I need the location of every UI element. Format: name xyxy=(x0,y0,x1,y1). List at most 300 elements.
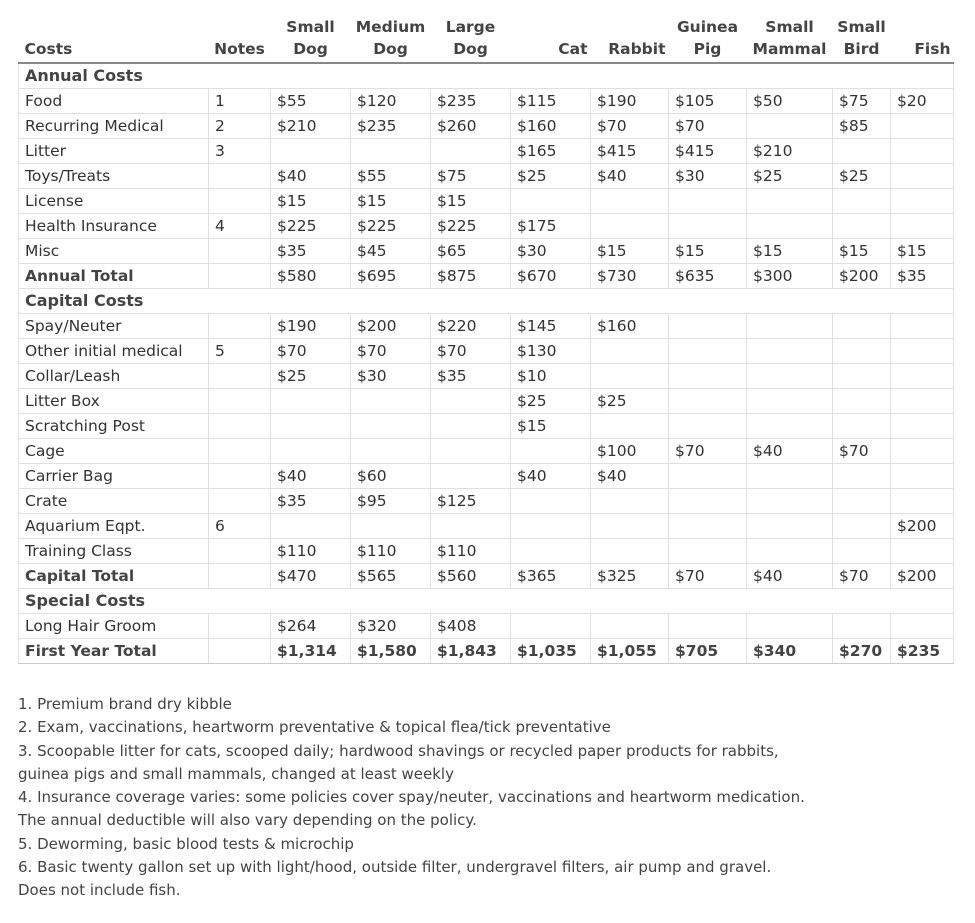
cost-cell: $225 xyxy=(431,214,511,239)
cost-cell: $35 xyxy=(271,489,351,514)
cost-cell xyxy=(271,414,351,439)
cost-cell xyxy=(833,364,891,389)
cost-cell: $40 xyxy=(747,439,833,464)
row-label: Crate xyxy=(19,489,209,514)
cost-cell xyxy=(591,489,669,514)
cost-cell xyxy=(669,314,747,339)
cost-cell xyxy=(669,464,747,489)
subtotal-row xyxy=(19,264,954,289)
note-ref-cell xyxy=(209,564,271,589)
cost-cell: $635 xyxy=(669,264,747,289)
cost-cell: $120 xyxy=(351,89,431,114)
row-label: Carrier Bag xyxy=(19,464,209,489)
section-header-row xyxy=(19,289,954,314)
column-header-line: Bird xyxy=(843,40,880,58)
cost-cell xyxy=(511,614,591,639)
cost-cell: $225 xyxy=(351,214,431,239)
cost-cell: $25 xyxy=(271,364,351,389)
footnote-text: 2. Exam, vaccinations, heartworm preventative & topical flea/tick preventative xyxy=(18,718,611,737)
table-row xyxy=(19,439,954,464)
cost-cell xyxy=(747,189,833,214)
cost-cell xyxy=(591,214,669,239)
cost-cell: $105 xyxy=(669,89,747,114)
cost-cell: $1,314 xyxy=(271,639,351,664)
row-label: Training Class xyxy=(19,539,209,564)
cost-cell: $70 xyxy=(833,564,891,589)
cost-cell xyxy=(271,139,351,164)
note-ref-cell: 2 xyxy=(209,114,271,139)
cost-cell: $220 xyxy=(431,314,511,339)
cost-cell xyxy=(747,464,833,489)
column-header-costs xyxy=(19,16,209,63)
cost-cell xyxy=(833,464,891,489)
row-label: First Year Total xyxy=(19,639,209,664)
cost-cell xyxy=(891,539,954,564)
cost-cell: $35 xyxy=(271,239,351,264)
column-header-line: Small xyxy=(286,18,335,36)
cost-cell: $70 xyxy=(431,339,511,364)
note-ref-cell xyxy=(209,389,271,414)
cost-cell xyxy=(591,414,669,439)
cost-cell xyxy=(669,614,747,639)
cost-cell: $200 xyxy=(891,564,954,589)
cost-cell xyxy=(747,614,833,639)
cost-cell xyxy=(891,464,954,489)
cost-cell xyxy=(891,414,954,439)
row-label: Misc xyxy=(19,239,209,264)
cost-cell: $15 xyxy=(891,239,954,264)
cost-cell: $560 xyxy=(431,564,511,589)
cost-cell xyxy=(833,389,891,414)
cost-cell xyxy=(271,439,351,464)
cost-cell xyxy=(591,539,669,564)
footnote-item xyxy=(18,833,953,856)
cost-cell: $30 xyxy=(669,164,747,189)
column-header-line: Dog xyxy=(293,40,328,58)
cost-cell: $40 xyxy=(511,464,591,489)
row-label: Spay/Neuter xyxy=(19,314,209,339)
cost-cell xyxy=(591,339,669,364)
footnote-text: 4. Insurance coverage varies: some policies cover spay/neuter, vaccinations and heartworm medication. xyxy=(18,788,805,807)
cost-cell xyxy=(431,139,511,164)
column-header-line: Dog xyxy=(453,40,488,58)
footnote-item xyxy=(18,693,953,716)
subtotal-row xyxy=(19,564,954,589)
note-ref-cell xyxy=(209,539,271,564)
cost-cell: $125 xyxy=(431,489,511,514)
column-header-small-bird xyxy=(833,16,891,63)
table-row xyxy=(19,539,954,564)
table-row xyxy=(19,389,954,414)
row-label: License xyxy=(19,189,209,214)
column-header-medium-dog xyxy=(351,16,431,63)
cost-cell: $408 xyxy=(431,614,511,639)
cost-cell: $580 xyxy=(271,264,351,289)
cost-cell xyxy=(891,189,954,214)
table-header xyxy=(19,16,954,63)
cost-cell xyxy=(833,139,891,164)
cost-cell: $20 xyxy=(891,89,954,114)
cost-cell: $35 xyxy=(891,264,954,289)
cost-cell xyxy=(833,339,891,364)
pet-costs-table xyxy=(18,16,954,664)
cost-cell xyxy=(669,414,747,439)
footnote-item xyxy=(18,740,953,787)
note-ref-cell xyxy=(209,364,271,389)
table-row xyxy=(19,89,954,114)
cost-cell: $70 xyxy=(591,114,669,139)
cost-cell: $70 xyxy=(669,114,747,139)
cost-cell: $25 xyxy=(747,164,833,189)
note-ref-cell xyxy=(209,164,271,189)
cost-cell xyxy=(511,489,591,514)
note-ref-cell xyxy=(209,414,271,439)
cost-cell: $70 xyxy=(669,564,747,589)
row-label: Other initial medical xyxy=(19,339,209,364)
cost-cell: $300 xyxy=(747,264,833,289)
cost-cell xyxy=(669,189,747,214)
cost-cell: $365 xyxy=(511,564,591,589)
note-ref-cell: 6 xyxy=(209,514,271,539)
cost-cell: $235 xyxy=(351,114,431,139)
cost-cell xyxy=(431,514,511,539)
footnote-item xyxy=(18,856,953,903)
cost-cell: $415 xyxy=(591,139,669,164)
footnote-text: 1. Premium brand dry kibble xyxy=(18,695,232,713)
cost-cell xyxy=(833,614,891,639)
table-row xyxy=(19,114,954,139)
cost-cell xyxy=(747,214,833,239)
cost-cell: $65 xyxy=(431,239,511,264)
cost-cell xyxy=(833,539,891,564)
cost-cell: $260 xyxy=(431,114,511,139)
cost-cell: $200 xyxy=(833,264,891,289)
cost-cell: $210 xyxy=(747,139,833,164)
note-ref-cell: 5 xyxy=(209,339,271,364)
section-header-row xyxy=(19,589,954,614)
cost-cell xyxy=(833,489,891,514)
cost-cell: $40 xyxy=(271,464,351,489)
cost-cell: $40 xyxy=(591,164,669,189)
cost-cell: $130 xyxy=(511,339,591,364)
cost-cell: $50 xyxy=(747,89,833,114)
cost-cell: $175 xyxy=(511,214,591,239)
row-label: Annual Total xyxy=(19,264,209,289)
cost-cell: $30 xyxy=(511,239,591,264)
row-label: Litter xyxy=(19,139,209,164)
note-ref-cell: 1 xyxy=(209,89,271,114)
note-ref-cell xyxy=(209,639,271,664)
cost-cell xyxy=(747,114,833,139)
note-ref-cell: 3 xyxy=(209,139,271,164)
cost-cell: $15 xyxy=(747,239,833,264)
cost-cell: $200 xyxy=(351,314,431,339)
cost-cell xyxy=(511,189,591,214)
cost-cell xyxy=(511,539,591,564)
table-row xyxy=(19,514,954,539)
cost-cell: $25 xyxy=(833,164,891,189)
cost-cell xyxy=(431,414,511,439)
note-ref-cell xyxy=(209,239,271,264)
cost-cell: $1,843 xyxy=(431,639,511,664)
section-title: Annual Costs xyxy=(19,63,954,89)
cost-cell: $35 xyxy=(431,364,511,389)
column-header-line: Rabbit xyxy=(608,40,666,58)
footnote-text: 3. Scoopable litter for cats, scooped daily; hardwood shavings or recycled paper products for rabbits, xyxy=(18,741,779,760)
cost-cell: $325 xyxy=(591,564,669,589)
column-header-line: Guinea xyxy=(676,18,739,36)
column-header-line: Costs xyxy=(24,40,73,58)
column-header-line: Mammal xyxy=(752,40,827,58)
row-label: Toys/Treats xyxy=(19,164,209,189)
cost-cell: $110 xyxy=(271,539,351,564)
row-label: Long Hair Groom xyxy=(19,614,209,639)
cost-cell: $85 xyxy=(833,114,891,139)
cost-cell: $235 xyxy=(431,89,511,114)
note-ref-cell xyxy=(209,264,271,289)
cost-cell xyxy=(351,389,431,414)
cost-cell xyxy=(591,514,669,539)
cost-cell: $1,580 xyxy=(351,639,431,664)
column-header-line: Dog xyxy=(373,40,408,58)
note-ref-cell xyxy=(209,189,271,214)
cost-cell: $160 xyxy=(591,314,669,339)
note-ref-cell: 4 xyxy=(209,214,271,239)
cost-cell xyxy=(747,364,833,389)
table-row xyxy=(19,414,954,439)
row-label: Cage xyxy=(19,439,209,464)
column-header-fish xyxy=(891,16,954,63)
cost-cell xyxy=(511,514,591,539)
cost-cell: $15 xyxy=(271,189,351,214)
row-label: Food xyxy=(19,89,209,114)
cost-cell: $15 xyxy=(833,239,891,264)
table-row xyxy=(19,164,954,189)
header-row xyxy=(19,16,954,63)
cost-cell xyxy=(431,389,511,414)
cost-cell: $1,035 xyxy=(511,639,591,664)
row-label: Recurring Medical xyxy=(19,114,209,139)
cost-cell: $40 xyxy=(271,164,351,189)
section-title: Special Costs xyxy=(19,589,954,614)
cost-cell: $415 xyxy=(669,139,747,164)
cost-cell xyxy=(891,214,954,239)
cost-cell: $565 xyxy=(351,564,431,589)
column-header-rabbit xyxy=(591,16,669,63)
cost-cell: $115 xyxy=(511,89,591,114)
footnote-text: 6. Basic twenty gallon set up with light/hood, outside filter, undergravel filters, air pump and gravel. xyxy=(18,858,772,877)
cost-cell xyxy=(891,164,954,189)
cost-cell xyxy=(669,339,747,364)
row-label: Litter Box xyxy=(19,389,209,414)
cost-cell xyxy=(891,489,954,514)
cost-cell xyxy=(669,514,747,539)
row-label: Capital Total xyxy=(19,564,209,589)
table-row xyxy=(19,464,954,489)
cost-cell: $110 xyxy=(351,539,431,564)
footnotes-list xyxy=(18,693,953,903)
cost-cell xyxy=(431,439,511,464)
cost-cell: $210 xyxy=(271,114,351,139)
cost-cell xyxy=(833,314,891,339)
cost-cell: $75 xyxy=(431,164,511,189)
table-body xyxy=(19,63,954,664)
cost-cell: $70 xyxy=(351,339,431,364)
cost-cell xyxy=(891,389,954,414)
table-row xyxy=(19,239,954,264)
cost-cell: $70 xyxy=(669,439,747,464)
cost-cell: $15 xyxy=(431,189,511,214)
note-ref-cell xyxy=(209,464,271,489)
note-ref-cell xyxy=(209,489,271,514)
cost-cell xyxy=(591,614,669,639)
cost-cell: $60 xyxy=(351,464,431,489)
cost-cell: $225 xyxy=(271,214,351,239)
cost-cell: $340 xyxy=(747,639,833,664)
cost-cell: $110 xyxy=(431,539,511,564)
table-row xyxy=(19,139,954,164)
cost-cell: $40 xyxy=(591,464,669,489)
cost-cell xyxy=(833,514,891,539)
cost-cell xyxy=(833,414,891,439)
cost-cell: $670 xyxy=(511,264,591,289)
cost-cell xyxy=(591,189,669,214)
cost-cell xyxy=(891,314,954,339)
row-label: Collar/Leash xyxy=(19,364,209,389)
cost-cell: $40 xyxy=(747,564,833,589)
cost-cell: $55 xyxy=(271,89,351,114)
cost-cell: $165 xyxy=(511,139,591,164)
footnote-item xyxy=(18,786,953,833)
cost-cell: $470 xyxy=(271,564,351,589)
table-row xyxy=(19,214,954,239)
cost-cell: $160 xyxy=(511,114,591,139)
cost-cell xyxy=(351,514,431,539)
row-label: Aquarium Eqpt. xyxy=(19,514,209,539)
grand-total-row xyxy=(19,639,954,664)
column-header-notes xyxy=(209,16,271,63)
cost-cell xyxy=(891,114,954,139)
cost-cell xyxy=(747,539,833,564)
cost-cell: $695 xyxy=(351,264,431,289)
note-ref-cell xyxy=(209,439,271,464)
cost-cell: $875 xyxy=(431,264,511,289)
cost-cell xyxy=(747,489,833,514)
cost-cell xyxy=(891,439,954,464)
cost-cell: $25 xyxy=(591,389,669,414)
cost-cell xyxy=(669,489,747,514)
cost-cell: $45 xyxy=(351,239,431,264)
cost-cell: $235 xyxy=(891,639,954,664)
cost-cell xyxy=(747,414,833,439)
cost-cell: $190 xyxy=(591,89,669,114)
cost-cell: $270 xyxy=(833,639,891,664)
cost-cell: $200 xyxy=(891,514,954,539)
cost-cell: $55 xyxy=(351,164,431,189)
cost-cell xyxy=(591,364,669,389)
note-ref-cell xyxy=(209,614,271,639)
column-header-line: Medium xyxy=(355,18,426,36)
column-header-line: Small xyxy=(837,18,886,36)
cost-cell xyxy=(511,439,591,464)
cost-cell xyxy=(271,514,351,539)
footnote-text: guinea pigs and small mammals, changed at least weekly xyxy=(18,764,454,783)
cost-cell xyxy=(833,189,891,214)
column-header-guinea-pig xyxy=(669,16,747,63)
column-header-line: Fish xyxy=(914,40,951,58)
column-header-large-dog xyxy=(431,16,511,63)
cost-cell: $15 xyxy=(669,239,747,264)
note-ref-cell xyxy=(209,314,271,339)
cost-cell: $100 xyxy=(591,439,669,464)
cost-cell: $30 xyxy=(351,364,431,389)
cost-cell xyxy=(669,539,747,564)
table-row xyxy=(19,614,954,639)
footnote-text: Does not include fish. xyxy=(18,881,181,900)
footnote-text: The annual deductible will also vary depending on the policy. xyxy=(18,811,477,830)
cost-cell xyxy=(271,389,351,414)
cost-cell: $25 xyxy=(511,389,591,414)
cost-cell xyxy=(833,214,891,239)
cost-cell xyxy=(669,364,747,389)
cost-cell: $15 xyxy=(591,239,669,264)
section-title: Capital Costs xyxy=(19,289,954,314)
row-label: Scratching Post xyxy=(19,414,209,439)
table-row xyxy=(19,189,954,214)
cost-cell xyxy=(351,139,431,164)
table-row xyxy=(19,339,954,364)
cost-cell: $145 xyxy=(511,314,591,339)
cost-cell: $70 xyxy=(271,339,351,364)
cost-cell: $705 xyxy=(669,639,747,664)
table-row xyxy=(19,364,954,389)
cost-cell xyxy=(747,314,833,339)
cost-cell xyxy=(891,614,954,639)
cost-cell xyxy=(351,439,431,464)
cost-cell: $1,055 xyxy=(591,639,669,664)
cost-cell: $320 xyxy=(351,614,431,639)
column-header-line: Cat xyxy=(558,40,588,58)
column-header-line: Notes xyxy=(214,40,265,58)
section-header-row xyxy=(19,63,954,89)
cost-cell: $15 xyxy=(511,414,591,439)
table-row xyxy=(19,489,954,514)
cost-cell: $95 xyxy=(351,489,431,514)
cost-cell xyxy=(351,414,431,439)
cost-cell xyxy=(747,514,833,539)
cost-cell: $190 xyxy=(271,314,351,339)
column-header-line: Small xyxy=(765,18,814,36)
column-header-line: Pig xyxy=(693,40,722,58)
cost-cell xyxy=(669,389,747,414)
table-row xyxy=(19,314,954,339)
row-label: Health Insurance xyxy=(19,214,209,239)
footnote-item xyxy=(18,716,953,739)
cost-cell xyxy=(747,339,833,364)
cost-cell: $264 xyxy=(271,614,351,639)
cost-cell: $730 xyxy=(591,264,669,289)
cost-cell xyxy=(891,139,954,164)
cost-cell xyxy=(747,389,833,414)
cost-cell: $10 xyxy=(511,364,591,389)
cost-cell: $15 xyxy=(351,189,431,214)
column-header-line: Large xyxy=(445,18,496,36)
cost-cell: $70 xyxy=(833,439,891,464)
cost-cell: $75 xyxy=(833,89,891,114)
column-header-small-mammal xyxy=(747,16,833,63)
cost-cell xyxy=(891,364,954,389)
cost-cell: $25 xyxy=(511,164,591,189)
